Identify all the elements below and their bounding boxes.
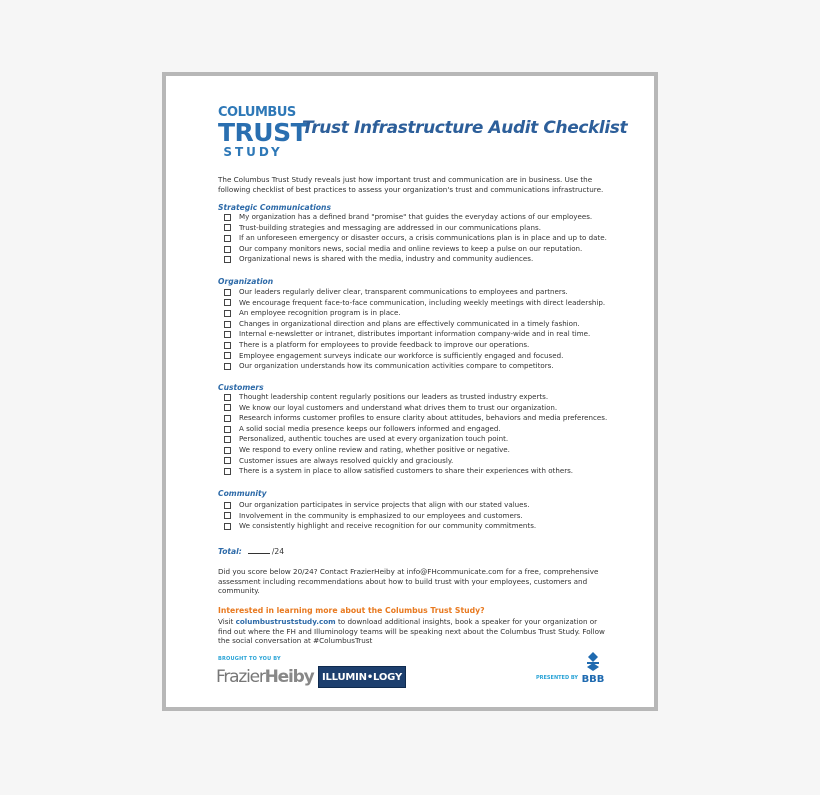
checklist-item: Our organization participates in service projects that align with our stated values. bbox=[224, 500, 536, 511]
checklist-item: Thought leadership content regularly positions our leaders as trusted industry experts. bbox=[224, 392, 607, 403]
checklist-item: There is a platform for employees to provide feedback to improve our operations. bbox=[224, 340, 605, 351]
checklist-item: We know our loyal customers and understand what drives them to trust our organization. bbox=[224, 403, 607, 414]
checkbox[interactable] bbox=[224, 246, 231, 253]
visit-paragraph: Visit columbustruststudy.com to download additional insights, book a speaker for your organization or find out where the FH and Illuminology teams will be speaking next about the Columbus Trust Study. Follow the social conversation at #ColumbusTrust bbox=[218, 617, 605, 646]
checkbox[interactable] bbox=[224, 224, 231, 231]
checklist-item: Personalized, authentic touches are used at every organization touch point. bbox=[224, 434, 607, 445]
presented-by: PRESENTED BY bbox=[536, 675, 579, 681]
columbus-trust-study-logo bbox=[218, 105, 308, 159]
checklist-item: We consistently highlight and receive recognition for our community commitments. bbox=[224, 521, 536, 532]
section-title-customers: Customers bbox=[218, 383, 264, 392]
document-frame bbox=[162, 72, 658, 711]
checkbox[interactable] bbox=[224, 523, 231, 530]
checkbox[interactable] bbox=[224, 321, 231, 328]
section-title-organization: Organization bbox=[218, 277, 274, 286]
checklist-item: Employee engagement surveys indicate our workforce is sufficiently engaged and focused. bbox=[224, 351, 605, 362]
total-suffix: /24 bbox=[271, 547, 285, 556]
checklist-community bbox=[224, 500, 536, 532]
checklist-item: My organization has a defined brand "promise" that guides the everyday actions of our employees. bbox=[224, 212, 607, 223]
score-paragraph: Did you score below 20/24? Contact FrazierHeiby at info@FHcommunicate.com for a free, comprehensive assessment including recommendations about how to build trust with your employees, customers and community. bbox=[218, 567, 599, 596]
checklist-organization bbox=[224, 287, 605, 372]
checkbox[interactable] bbox=[224, 289, 231, 296]
logo-line-1: COLUMBUS bbox=[218, 105, 296, 120]
checkbox[interactable] bbox=[224, 457, 231, 464]
document-title: Trust Infrastructure Audit Checklist bbox=[302, 118, 628, 138]
illuminology-logo: ILLUMIN•LOGY bbox=[318, 666, 406, 688]
checkbox[interactable] bbox=[224, 512, 231, 519]
checkbox[interactable] bbox=[224, 214, 231, 221]
checkbox[interactable] bbox=[224, 468, 231, 475]
document-page bbox=[166, 76, 654, 707]
bbb-text: BBB bbox=[581, 674, 605, 685]
intro-paragraph: The Columbus Trust Study reveals just how important trust and communication are in business. Use the following checklist of best practices to assess your organization's trust and communications infrastructure. bbox=[218, 175, 604, 194]
checklist-strategic bbox=[224, 212, 607, 265]
checkbox[interactable] bbox=[224, 342, 231, 349]
logo-line-2: TRUST bbox=[218, 118, 308, 147]
checkbox[interactable] bbox=[224, 235, 231, 242]
checkbox[interactable] bbox=[224, 256, 231, 263]
frazierheiby-logo: FrazierHeiby bbox=[216, 667, 314, 687]
checklist-item: Changes in organizational direction and plans are effectively communicated in a timely fashion. bbox=[224, 319, 605, 330]
checklist-item: Research informs customer profiles to ensure clarity about attitudes, behaviors and media preferences. bbox=[224, 413, 607, 424]
checklist-item: Customer issues are always resolved quickly and graciously. bbox=[224, 456, 607, 467]
checkbox[interactable] bbox=[224, 363, 231, 370]
checkbox[interactable] bbox=[224, 415, 231, 422]
brought-to-you-by: BROUGHT TO YOU BY bbox=[218, 656, 281, 662]
checklist-item: Organizational news is shared with the media, industry and community audiences. bbox=[224, 254, 607, 265]
bbb-torch-icon bbox=[584, 651, 602, 673]
interest-heading: Interested in learning more about the Columbus Trust Study? bbox=[218, 606, 485, 615]
checklist-item: We respond to every online review and rating, whether positive or negative. bbox=[224, 445, 607, 456]
checklist-item: An employee recognition program is in place. bbox=[224, 308, 605, 319]
checklist-item: We encourage frequent face-to-face communication, including weekly meetings with direct leadership. bbox=[224, 298, 605, 309]
website-link[interactable]: columbustruststudy.com bbox=[235, 617, 336, 626]
total-label: Total: bbox=[218, 547, 242, 556]
checkbox[interactable] bbox=[224, 310, 231, 317]
checkbox[interactable] bbox=[224, 436, 231, 443]
total-score bbox=[218, 547, 284, 556]
checkbox[interactable] bbox=[224, 331, 231, 338]
checkbox[interactable] bbox=[224, 502, 231, 509]
logo-line-3: STUDY bbox=[223, 145, 283, 159]
checkbox[interactable] bbox=[224, 352, 231, 359]
checkbox[interactable] bbox=[224, 299, 231, 306]
checklist-item: Our company monitors news, social media and online reviews to keep a pulse on our reputation. bbox=[224, 244, 607, 255]
checklist-item: A solid social media presence keeps our followers informed and engaged. bbox=[224, 424, 607, 435]
checkbox[interactable] bbox=[224, 404, 231, 411]
section-title-strategic: Strategic Communications bbox=[218, 203, 331, 212]
checkbox[interactable] bbox=[224, 447, 231, 454]
checklist-item: Involvement in the community is emphasized to our employees and customers. bbox=[224, 511, 536, 522]
checklist-item: If an unforeseen emergency or disaster occurs, a crisis communications plan is in place and up to date. bbox=[224, 233, 607, 244]
checkbox[interactable] bbox=[224, 426, 231, 433]
checkbox[interactable] bbox=[224, 394, 231, 401]
checklist-customers bbox=[224, 392, 607, 477]
checklist-item: Internal e-newsletter or intranet, distributes important information company-wide and in real time. bbox=[224, 329, 605, 340]
total-blank[interactable] bbox=[248, 553, 270, 554]
checklist-item: Our organization understands how its communication activities compare to competitors. bbox=[224, 361, 605, 372]
checklist-item: There is a system in place to allow satisfied customers to share their experiences with others. bbox=[224, 466, 607, 477]
checklist-item: Trust-building strategies and messaging are addressed in our communications plans. bbox=[224, 223, 607, 234]
checklist-item: Our leaders regularly deliver clear, transparent communications to employees and partners. bbox=[224, 287, 605, 298]
section-title-community: Community bbox=[218, 489, 267, 498]
bbb-logo bbox=[579, 651, 607, 685]
